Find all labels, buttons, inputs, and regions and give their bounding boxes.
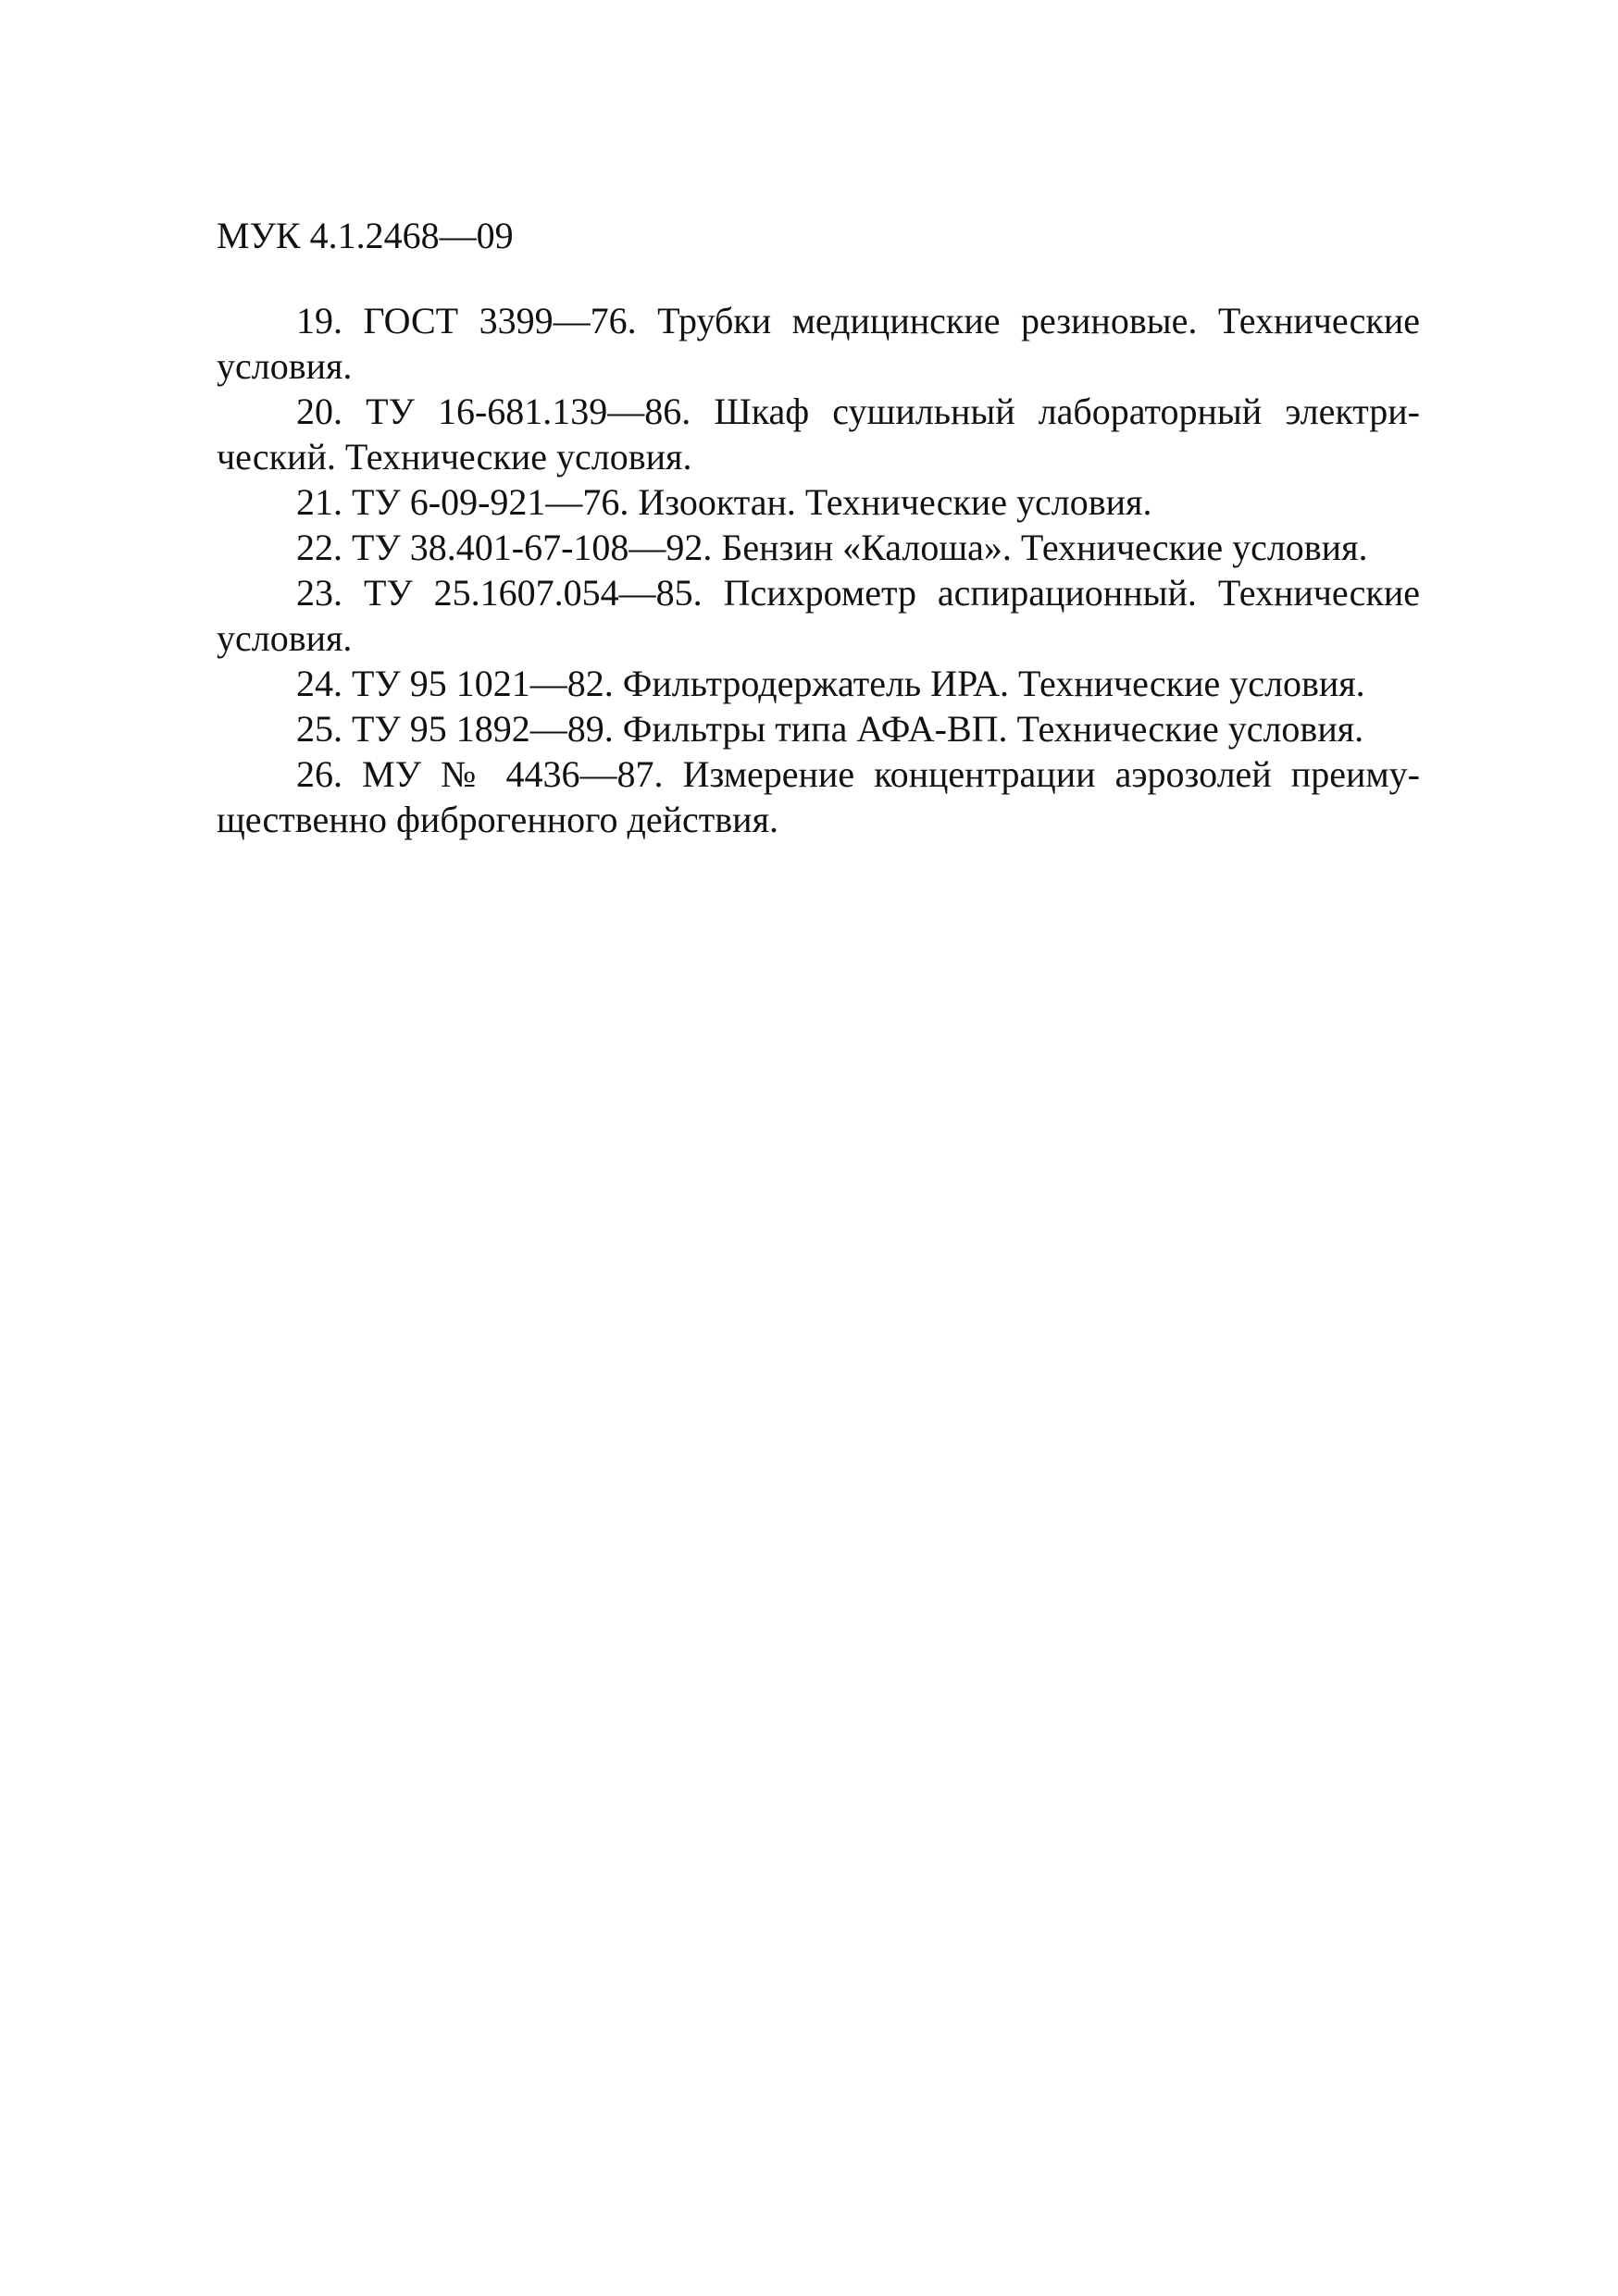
reference-item-20 <box>217 389 1420 479</box>
reference-list <box>217 298 1420 842</box>
document-code-header: МУК 4.1.2468—09 <box>217 215 514 256</box>
reference-item-26 <box>217 751 1420 842</box>
reference-line: 22. ТУ 38.401-67-108—92. Бензин «Калоша». Технические условия. <box>296 527 1368 568</box>
reference-item-23 <box>217 570 1420 661</box>
reference-line: условия. <box>217 617 353 659</box>
reference-line: 25. ТУ 95 1892—89. Фильтры типа АФА-ВП. Технические условия. <box>296 708 1364 750</box>
reference-line: 20. ТУ 16-681.139—86. Шкаф сушильный лабораторный электри- <box>296 391 1420 432</box>
reference-item-24 <box>217 661 1420 706</box>
reference-line: условия. <box>217 345 353 387</box>
reference-item-25 <box>217 706 1420 751</box>
reference-line: 21. ТУ 6-09-921—76. Изооктан. Технические условия. <box>296 481 1152 523</box>
reference-line: щественно фиброгенного действия. <box>217 799 778 840</box>
reference-line: 24. ТУ 95 1021—82. Фильтродержатель ИРА. Технические условия. <box>296 663 1365 704</box>
reference-line: 26. МУ № 4436—87. Измерение концентрации аэрозолей преиму- <box>296 753 1420 795</box>
reference-item-21 <box>217 479 1420 525</box>
reference-line: 23. ТУ 25.1607.054—85. Психрометр аспирационный. Технические <box>296 572 1420 614</box>
reference-line: ческий. Технические условия. <box>217 436 692 478</box>
reference-item-22 <box>217 525 1420 570</box>
reference-line: 19. ГОСТ 3399—76. Трубки медицинские резиновые. Технические <box>296 300 1420 341</box>
reference-item-19 <box>217 298 1420 389</box>
